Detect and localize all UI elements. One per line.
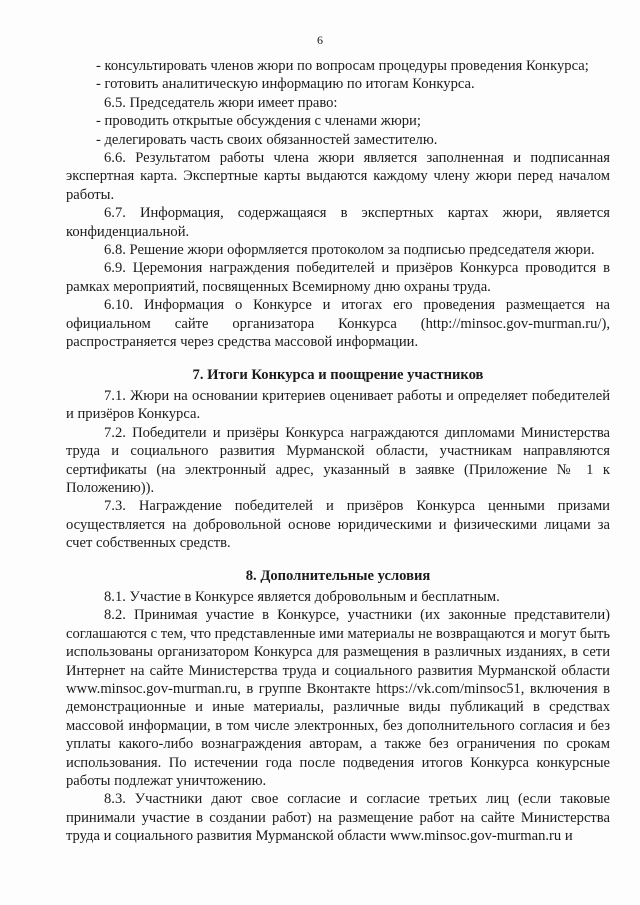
paragraph-6-4-analytics: - готовить аналитическую информацию по итогам Конкурса. (96, 76, 475, 93)
section-8-heading: 8. Дополнительные условия (245, 567, 431, 584)
document-body (66, 57, 610, 846)
paragraph-7-3: 7.3. Награждение победителей и призёров Конкурса ценными призами осуществляется на добровольной основе юридическими и физическими лицами за счет собственных средств. (66, 498, 610, 552)
paragraph-6-5-discuss: - проводить открытые обсуждения с членами жюри; (96, 113, 421, 130)
page-number: 6 (317, 33, 323, 47)
paragraph-6-9: 6.9. Церемония награждения победителей и призёров Конкурса проводится в рамках мероприятий, посвященных Всемирному дню охраны труда. (66, 260, 610, 295)
paragraph-6-5-delegate: - делегировать часть своих обязанностей заместителю. (96, 131, 438, 148)
paragraph-8-3: 8.3. Участники дают свое согласие и согласие третьих лиц (если таковые принимали участие в создании работ) на размещение работ на сайте Министерства труда и социального развития Мурманской области www.minsoc.gov-murman.ru и (66, 791, 610, 845)
paragraph-6-5: 6.5. Председатель жюри имеет право: (104, 94, 338, 111)
paragraph-6-8: 6.8. Решение жюри оформляется протоколом за подписью председателя жюри. (104, 242, 595, 259)
paragraph-6-6: 6.6. Результатом работы члена жюри является заполненная и подписанная экспертная карта. Экспертные карты выдаются каждому члену жюри перед началом работы. (66, 150, 610, 203)
section-7-heading: 7. Итоги Конкурса и поощрение участников (192, 366, 484, 383)
paragraph-7-2: 7.2. Победители и призёры Конкурса награждаются дипломами Министерства труда и социального развития Мурманской области, участникам направляются сертификаты (на электронный адрес, указанный в заявке (Приложение № 1 к Положению)). (66, 424, 610, 496)
paragraph-7-1: 7.1. Жюри на основании критериев оценивает работы и определяет победителей и призёров Конкурса. (66, 387, 610, 423)
paragraph-6-7: 6.7. Информация, содержащаяся в экспертных картах жюри, является конфиденциальной. (66, 205, 610, 240)
paragraph-8-1: 8.1. Участие в Конкурсе является добровольным и бесплатным. (104, 588, 500, 605)
paragraph-6-10: 6.10. Информация о Конкурсе и итогах его проведения размещается на официальном сайте организатора Конкурса (http://minsoc.gov-murman.ru/), распространяется через средства массовой информации. (66, 297, 610, 351)
paragraph-6-4-consult: - консультировать членов жюри по вопросам процедуры проведения Конкурса; (96, 58, 589, 74)
paragraph-8-2: 8.2. Принимая участие в Конкурсе, участники (их законные представители) соглашаются с тем, что представленные ими материалы не возвращаются и могут быть использованы организатором Конкурса для размещения в различных изданиях, в сети Интернет на сайте Министерства труда и социального развития Мурманской области www.minsoc.gov-murman.ru, в группе Вконтакте https://vk.com/minsoc51, включения в демонстрационные и иные материалы, различные виды публикаций в средствах массовой информации, в том числе электронных, без дополнительного согласия и без уплаты какого-либо вознаграждения авторам, а также без ограничения по срокам использования. По истечении года после подведения итогов Конкурса конкурсные работы подлежат уничтожению. (66, 607, 610, 790)
